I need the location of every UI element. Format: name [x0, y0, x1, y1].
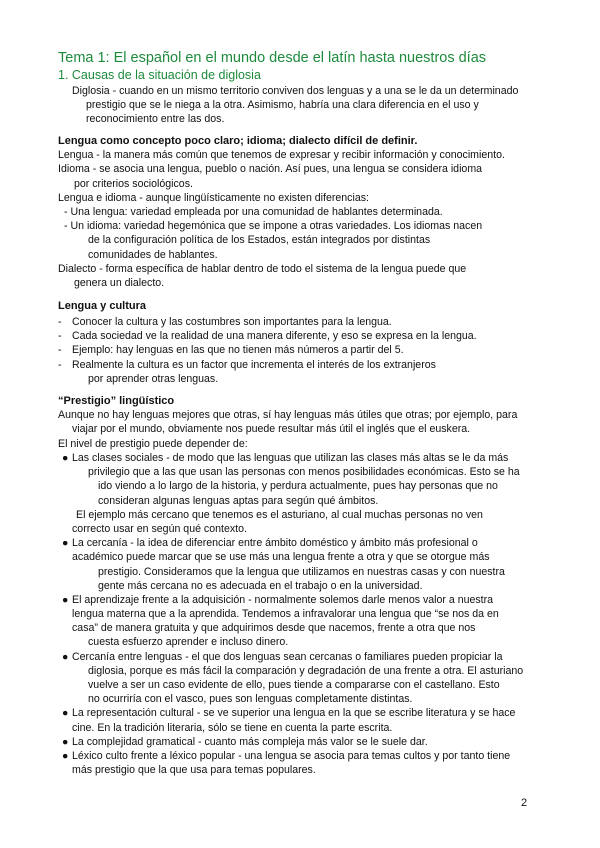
text-line: cuesta esfuerzo aprender e incluso dinero. — [88, 636, 289, 649]
list-item: - Ejemplo: hay lenguas en las que no tienen más números a partir del 5. — [58, 344, 404, 357]
cultura-list — [58, 315, 477, 386]
text-line: Lengua e idioma - aunque lingüísticamente no existen diferencias: — [58, 191, 369, 204]
cultura-heading-block — [58, 299, 146, 313]
text-line: Dialecto - forma específica de hablar dentro de todo el sistema de la lengua puede que — [58, 262, 467, 275]
prestigio-list — [62, 451, 524, 777]
page-number: 2 — [521, 797, 528, 809]
text-line: consideran algunas lenguas aptas para según qué ámbitos. — [98, 494, 379, 507]
text-line: diglosia, porque es más fácil la comparación y degradación de una frente a otra. El asturiano — [88, 664, 524, 677]
list-item: ● La complejidad gramatical - cuanto más compleja más valor se le suele dar. — [62, 735, 428, 748]
list-item: ● Cercanía entre lenguas - el que dos lenguas sean cercanas o familiares pueden propiciar la — [62, 650, 503, 663]
list-item: ● Léxico culto frente a léxico popular - una lengua se asocia para temas cultos y por tanto tiene — [62, 749, 511, 762]
text-line: viajar por el mundo, obviamente nos puede resultar más útil el inglés que el euskera. — [72, 423, 471, 436]
text-line: comunidades de hablantes. — [88, 248, 218, 261]
list-item: - Cada sociedad ve la realidad de una manera diferente, y eso se expresa en la lengua. — [58, 330, 477, 343]
text-line: más prestigio que la que usa para temas populares. — [72, 764, 316, 777]
list-item: ● Las clases sociales - de modo que las lenguas que utilizan las clases más altas se le da más — [62, 452, 509, 464]
section-heading: 1. Causas de la situación de diglosia — [58, 68, 261, 82]
text-line: vuelve a ser un caso evidente de ello, pues tiende a compararse con el castellano. Esto — [88, 679, 500, 691]
list-item: ● La representación cultural - se ve superior una lengua en la que se escribe literatura y se hace — [62, 707, 516, 720]
diglosia-definition — [72, 84, 518, 127]
text-line: por criterios sociológicos. — [74, 177, 193, 190]
text-line: no ocurriría con el vasco, pues son lenguas completamente distintas. — [88, 693, 413, 706]
text-line: El ejemplo más cercano que tenemos es el asturiano, al cual muchas personas no ven — [76, 508, 483, 521]
text-line: cine. En la tradición literaria, sólo se tiene en cuenta la parte escrita. — [72, 721, 393, 734]
text-line: Aunque no hay lenguas mejores que otras, sí hay lenguas más útiles que otras; por ejemplo, para — [58, 409, 518, 422]
text-line: Lengua - la manera más común que tenemos de expresar y recibir información y conocimiento. — [58, 149, 505, 162]
text-line: - Una lengua: variedad empleada por una comunidad de hablantes determinada. — [64, 205, 443, 218]
subheading: “Prestigio” lingüístico — [58, 395, 175, 407]
subheading: Lengua y cultura — [58, 300, 147, 312]
list-item: ● La cercanía - la idea de diferenciar entre ámbito doméstico y ámbito más profesional o — [62, 537, 478, 550]
text-line: reconocimiento entre las dos. — [86, 113, 225, 126]
page-title: Tema 1: El español en el mundo desde el latín hasta nuestros días — [58, 50, 487, 66]
prestigio-section — [58, 394, 517, 451]
text-line: El nivel de prestigio puede depender de: — [58, 437, 248, 450]
text-line: ido viendo a lo largo de la historia, y perdura actualmente, pues hay personas que no — [98, 480, 498, 493]
text-line: casa” de manera gratuita y que adquirimos desde que nacemos, frente a otra que nos — [72, 622, 476, 635]
text-line: por aprender otras lenguas. — [88, 372, 219, 385]
text-line: de la configuración política de los Estados, están integrados por distintas — [88, 234, 431, 247]
text-line: prestigio que se le niega a la otra. Asimismo, habría una clara diferencia en el uso y — [86, 99, 479, 112]
lengua-section — [58, 134, 505, 290]
list-item: - Conocer la cultura y las costumbres son importantes para la lengua. — [58, 316, 392, 328]
subheading: Lengua como concepto poco claro; idioma; dialecto difícil de definir. — [58, 135, 418, 147]
text-line: gente más cercana no es adecuada en el trabajo o en la universidad. — [98, 579, 423, 592]
text-line: Diglosia - cuando en un mismo territorio conviven dos lenguas y a una se le da un determinado — [72, 85, 519, 97]
list-item: ● El aprendizaje frente a la adquisición - normalmente solemos darle menos valor a nuestra — [62, 593, 494, 606]
list-item: - Realmente la cultura es un factor que incrementa el interés de los extranjeros — [58, 358, 436, 371]
text-line: lengua materna que a la aprendida. Tendemos a infravalorar una lengua que “se nos da en — [72, 608, 499, 621]
text-line: Idioma - se asocia una lengua, pueblo o nación. Así pues, una lengua se considera idioma — [58, 163, 483, 176]
text-line: privilegio que a las que usan las personas con menos posibilidades económicas. Esto se ha — [88, 466, 520, 479]
text-line: correcto usar en según qué contexto. — [72, 522, 247, 535]
text-line: académico puede marcar que se use más una lengua frente a otra y que se otorgue más — [72, 551, 490, 564]
text-line: prestigio. Consideramos que la lengua que utilizamos en nuestras casas y con nuestra — [98, 565, 505, 578]
text-line: genera un dialecto. — [74, 276, 165, 289]
text-line: - Un idioma: variedad hegemónica que se impone a otras variedades. Los idiomas nacen — [64, 220, 483, 233]
